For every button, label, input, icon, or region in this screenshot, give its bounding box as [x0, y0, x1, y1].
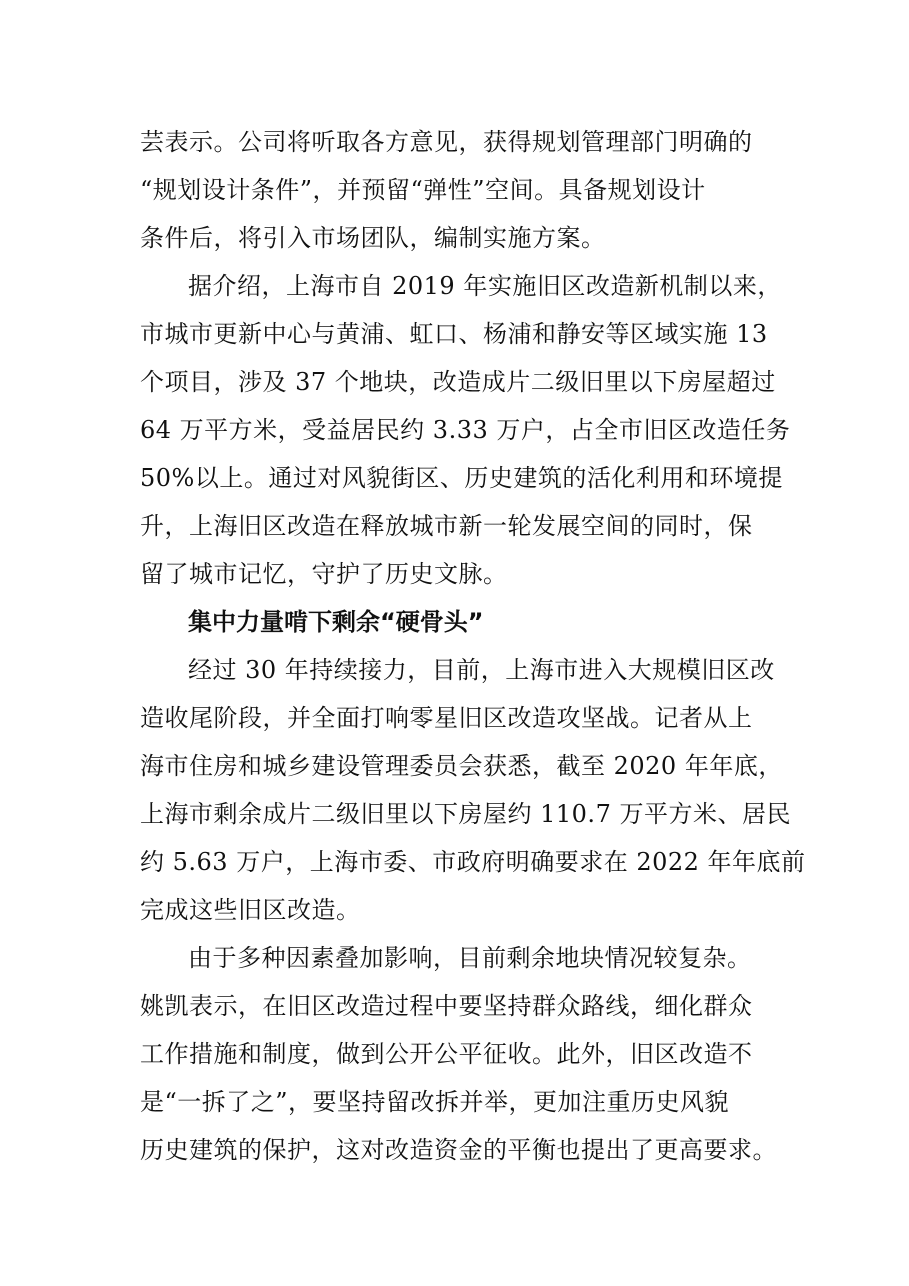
paragraph-line: 造收尾阶段，并全面打响零星旧区改造攻坚战。记者从上 [140, 704, 753, 732]
paragraph-line: 留了城市记忆，守护了历史文脉。 [140, 560, 508, 588]
paragraph-3 [140, 646, 806, 934]
paragraph-line: 姚凯表示，在旧区改造过程中要坚持群众路线，细化群众 [140, 992, 753, 1020]
paragraph-line: 上海市剩余成片二级旧里以下房屋约 110.7 万平方米、居民 [140, 800, 791, 828]
paragraph-line: “规划设计条件”，并预留“弹性”空间。具备规划设计 [140, 176, 706, 204]
paragraph-line: 50%以上。通过对风貌街区、历史建筑的活化利用和环境提 [140, 464, 783, 492]
paragraph-line: 历史建筑的保护，这对改造资金的平衡也提出了更高要求。 [140, 1136, 777, 1164]
paragraph-line: 据介绍，上海市自 2019 年实施旧区改造新机制以来， [188, 272, 782, 300]
paragraph-2 [140, 262, 791, 598]
paragraph-line: 市城市更新中心与黄浦、虹口、杨浦和静安等区域实施 13 [140, 320, 768, 348]
paragraph-line: 个项目，涉及 37 个地块，改造成片二级旧里以下房屋超过 [140, 368, 776, 396]
paragraph-4 [140, 934, 780, 1174]
paragraph-1 [140, 118, 780, 262]
paragraph-line: 经过 30 年持续接力，目前，上海市进入大规模旧区改 [188, 656, 775, 684]
paragraph-line: 是“一拆了之”，要坚持留改拆并举，更加注重历史风貌 [140, 1088, 730, 1116]
paragraph-line: 64 万平方米，受益居民约 3.33 万户，占全市旧区改造任务 [140, 416, 791, 444]
paragraph-line: 芸表示。公司将听取各方意见，获得规划管理部门明确的 [140, 128, 753, 156]
paragraph-line: 约 5.63 万户，上海市委、市政府明确要求在 2022 年年底前 [140, 848, 806, 876]
paragraph-line: 升，上海旧区改造在释放城市新一轮发展空间的同时，保 [140, 512, 753, 540]
paragraph-line: 工作措施和制度，做到公开公平征收。此外，旧区改造不 [140, 1040, 753, 1068]
section-heading: 集中力量啃下剩余“硬骨头” [188, 608, 484, 636]
paragraph-line: 条件后，将引入市场团队，编制实施方案。 [140, 224, 606, 252]
paragraph-line: 完成这些旧区改造。 [140, 896, 361, 924]
paragraph-line: 海市住房和城乡建设管理委员会获悉，截至 2020 年年底， [140, 752, 783, 780]
paragraph-line: 由于多种因素叠加影响，目前剩余地块情况较复杂。 [188, 944, 752, 972]
